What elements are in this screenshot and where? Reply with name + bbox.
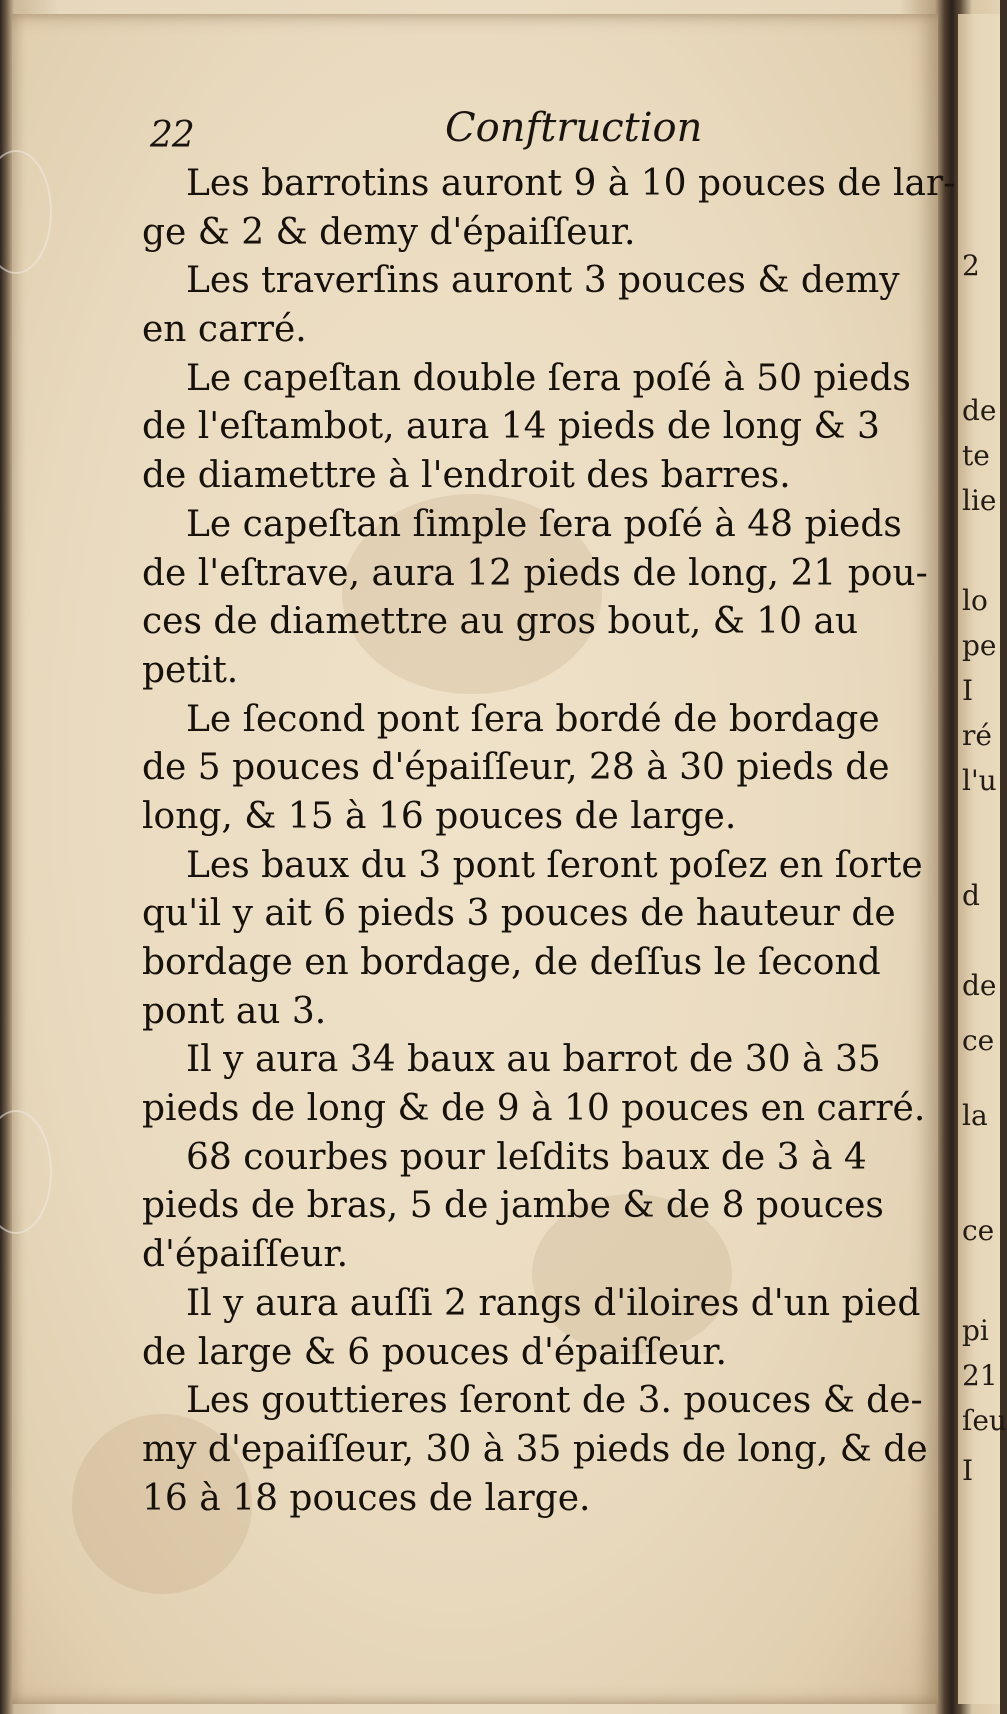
text-line: Les barrotins auront 9 à 10 pouces de lar- [186,163,956,204]
running-head [150,105,910,161]
facing-text-fragment: de [962,969,997,1002]
facing-text-fragment: l'u [962,764,997,797]
text-line: Il y aura auſſi 2 rangs d'iloires d'un pied [186,1282,921,1324]
text-line: 68 courbes pour leſdits baux de 3 à 4 [186,1136,867,1178]
text-line: Les gouttieres ſeront de 3. pouces & de- [186,1380,923,1422]
text-line: bordage en bordage, de deſſus le ſecond [142,942,881,983]
text-line: de large & 6 pouces d'épaiſſeur. [142,1331,727,1373]
facing-text-fragment: ſeu [962,1404,1007,1437]
text-line: my d'epaiſſeur, 30 à 35 pieds de long, & de [142,1428,928,1470]
facing-text-fragment: te [962,439,990,472]
text-line: de diamettre à l'endroit des barres. [142,455,791,497]
text-line: Il y aura 34 baux au barrot de 30 à 35 [186,1039,881,1081]
text-line: en carré. [142,309,307,351]
text-line: Les baux du 3 pont ſeront poſez en ſorte [186,844,923,886]
text-line: d'épaiſſeur. [142,1234,349,1276]
facing-text-fragment: lo [962,584,988,617]
text-line: Le capeſtan ſimple ſera poſé à 48 pieds [186,503,902,545]
facing-text-fragment: I [962,1454,974,1487]
text-line: pieds de long & de 9 à 10 pouces en carré. [142,1088,926,1130]
text-line: Le ſecond pont ſera bordé de bordage [186,698,880,740]
text-line: long, & 15 à 16 pouces de large. [142,795,737,837]
facing-text-fragment: d [962,879,980,912]
text-line: Les traverſins auront 3 pouces & demy [186,260,900,302]
text-line: 16 à 18 pouces de large. [142,1477,591,1519]
text-line: ces de diamettre au gros bout, & 10 au [142,601,859,643]
facing-text-fragment: ré [962,719,992,752]
text-line: qu'il y ait 6 pieds 3 pouces de hauteur de [142,893,896,935]
facing-text-fragment: ce [962,1214,995,1247]
text-line: ge & 2 & demy d'épaiſſeur. [142,211,636,253]
text-line: de l'eſtrave, aura 12 pieds de long, 21 pou- [142,552,928,594]
body-text [142,160,956,1523]
facing-text-fragment: pe [962,629,997,662]
text-line: pont au 3. [142,990,327,1032]
facing-text-fragment: de [962,394,997,427]
facing-text-fragment: 2 [962,249,980,282]
facing-text-fragment: ce [962,1024,995,1057]
text-line: pieds de bras, 5 de jambe & de 8 pouces [142,1185,884,1227]
section-title: Conftruction [445,105,703,151]
text-line: de l'eſtambot, aura 14 pieds de long & 3 [142,406,880,448]
text-line: Le capeſtan double ſera poſé à 50 pieds [186,357,911,399]
facing-text-fragment: I [962,674,974,707]
facing-text-fragment: lie [962,484,997,517]
facing-text-fragment: la [962,1099,988,1132]
facing-page-edge [958,14,1007,1704]
facing-text-fragment: pi [962,1314,989,1347]
text-line: de 5 pouces d'épaiſſeur, 28 à 30 pieds de [142,747,890,789]
page-number: 22 [150,115,194,156]
facing-text-fragment: 21 [962,1359,998,1392]
text-line: petit. [142,649,239,691]
